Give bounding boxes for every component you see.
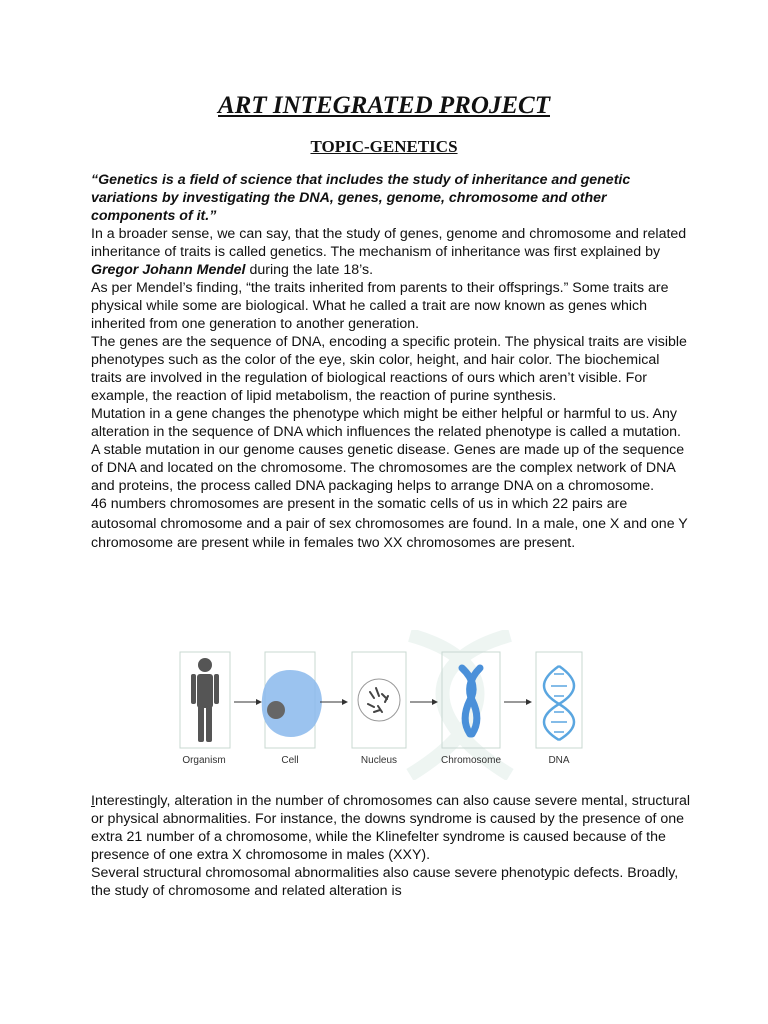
definition-quote: “Genetics is a field of science that includes the study of inheritance and genetic variations by investigating the DNA, genes, genome, chromosome and other components of it.” xyxy=(91,172,631,224)
figure-label-cell: Cell xyxy=(281,755,299,766)
cell-icon xyxy=(262,670,322,737)
paragraph-traits: As per Mendel’s finding, “the traits inherited from parents to their offsprings.” Some traits are physical while some are biological. What he called a trait are now known as genes which inherited from one generation to another generation. xyxy=(91,280,669,332)
p7-rest: nterestingly, alteration in the number of chromosomes can also cause severe mental, structural or physical abnormalities. For instance, the downs syndrome is caused by the presence of one extra 21 number of a chromosome, while the Klinefelter syndrome is caused because of the presence of one extra X chromosome in males (XXY). xyxy=(91,793,691,863)
person-icon xyxy=(191,658,219,742)
figure-label-organism: Organism xyxy=(182,755,226,766)
paragraph-chromosome-count: 46 numbers chromosomes are present in the somatic cells of us in which 22 pairs are autosomal chromosome and a pair of sex chromosomes are found. In a male, one X and one Y chromosome are present while in females two XX chromosomes are present. xyxy=(91,496,688,551)
nucleus-icon xyxy=(358,679,400,721)
paragraph-mendel xyxy=(91,225,691,279)
background-helix-graphic xyxy=(410,635,510,775)
p1-after: during the late 18’s. xyxy=(245,262,374,278)
figure-label-chromosome: Chromosome xyxy=(440,755,502,766)
arrow-2-head xyxy=(342,699,348,705)
paragraph-mutation: Mutation in a gene changes the phenotype which might be either helpful or harmful to us. Any alteration in the sequence of DNA which influences the related phenotype is called a mutation. xyxy=(91,406,681,440)
paragraph-structural: Several structural chromosomal abnormalities also cause severe phenotypic defects. Broadly, the study of chromosome and related alteration is xyxy=(91,865,679,899)
figure-label-dna: DNA xyxy=(548,755,570,766)
paragraph-genetic-disease: A stable mutation in our genome causes genetic disease. Genes are made up of the sequence of DNA and located on the chromosome. The chromosomes are the complex network of DNA and proteins, the process called DNA packaging helps to arrange DNA on a chromosome. xyxy=(91,442,685,494)
p7-initial: I xyxy=(91,793,95,809)
text-block-bottom xyxy=(91,792,691,900)
topic-heading: TOPIC-GENETICS xyxy=(310,137,458,156)
figure-label-nucleus: Nucleus xyxy=(360,755,398,766)
paragraph-genes: The genes are the sequence of DNA, encoding a specific protein. The physical traits are visible phenotypes such as the color of the eye, skin color, height, and hair color. The biochemical traits are involved in the regulation of biological reactions of ours which aren’t visible. For example, the reaction of lipid metabolism, the reaction of purine synthesis. xyxy=(91,334,687,404)
text-block-top xyxy=(91,171,691,554)
p1-before: In a broader sense, we can say, that the study of genes, genome and chromosome and related inheritance of traits is called genetics. The mechanism of inheritance was first explained by xyxy=(91,226,687,260)
paragraph-abnormalities xyxy=(91,792,691,864)
genetics-hierarchy-figure xyxy=(170,630,600,780)
dna-icon xyxy=(544,666,574,740)
arrow-4-head xyxy=(526,699,532,705)
arrow-1-head xyxy=(256,699,262,705)
mendel-name: Gregor Johann Mendel xyxy=(91,262,246,278)
page-title: ART INTEGRATED PROJECT xyxy=(218,92,550,119)
